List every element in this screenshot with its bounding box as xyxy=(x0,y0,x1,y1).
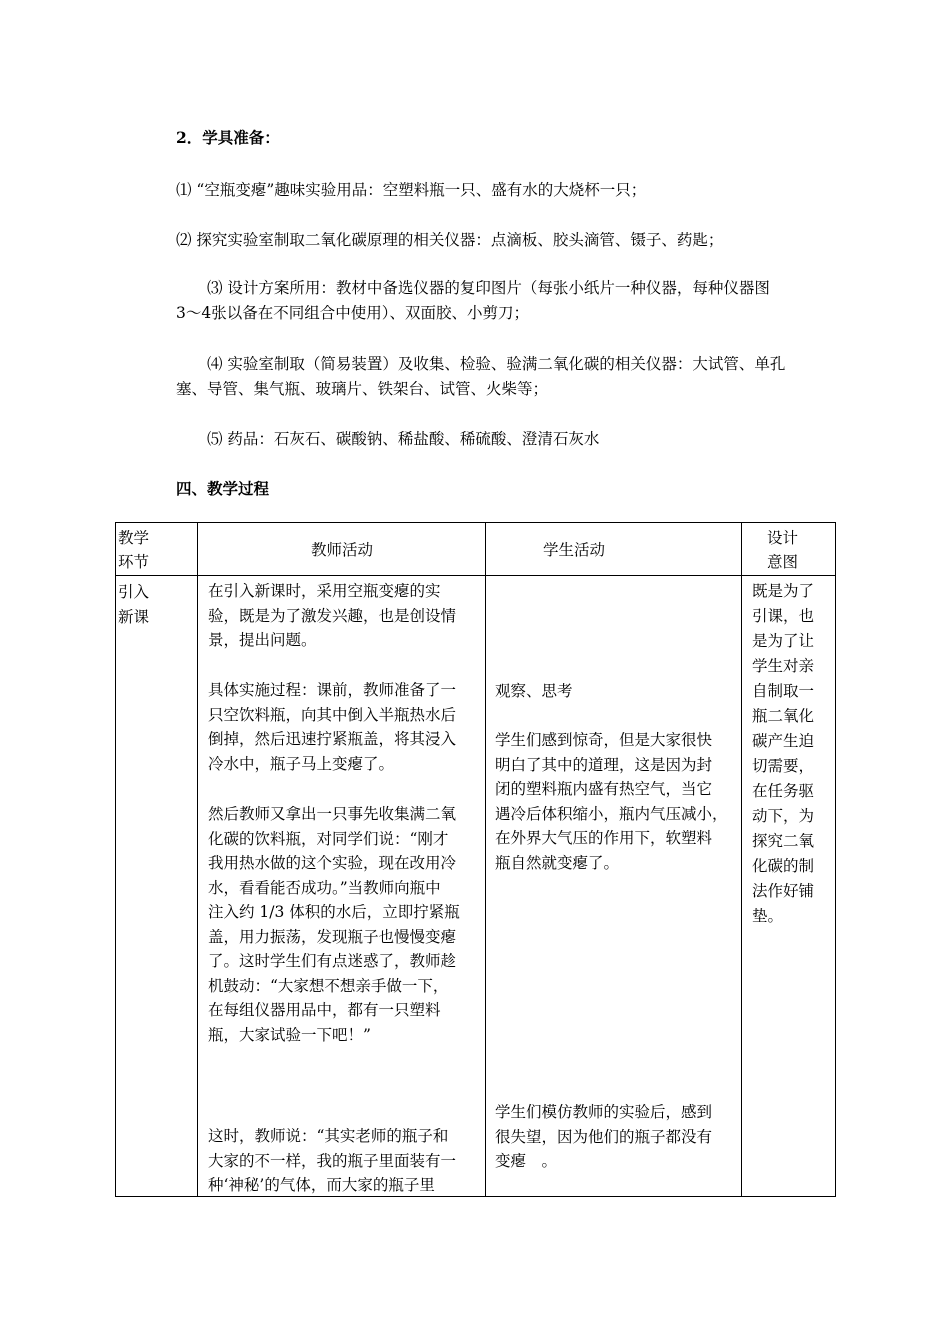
supply-item-4-line2: 塞、导管、集气瓶、玻璃片、铁架台、试管、火柴等； xyxy=(176,380,549,398)
student-activity-cell xyxy=(486,576,742,1197)
text-line: 瓶，大家试验一下吧！” xyxy=(208,1025,371,1044)
table-header-row xyxy=(116,523,836,576)
text-line: 化碳的制 xyxy=(752,857,815,875)
supply-item-3-line1: ⑶ 设计方案所用：教材中备选仪器的复印图片（每张小纸片一种仪器，每种仪器图 xyxy=(207,279,770,297)
header-intent xyxy=(742,523,836,576)
text-line: 了。这时学生们有点迷惑了，教师趁 xyxy=(208,952,457,970)
text-line: 是为了让 xyxy=(752,632,815,650)
text-line: 景，提出问题。 xyxy=(208,631,317,649)
section-heading-process: 四、教学过程 xyxy=(176,479,270,498)
header-intent-line1: 设计 xyxy=(767,529,799,547)
header-intent-line2: 意图 xyxy=(767,553,799,571)
text-line: 只空饮料瓶，向其中倒入半瓶热水后 xyxy=(208,705,457,724)
student-paragraph-1 xyxy=(495,679,573,704)
text-line: 既是为了 xyxy=(752,582,815,600)
text-line: 化碳的饮料瓶，对同学们说：“刚才 xyxy=(208,829,449,848)
text-line: 在每组仪器用品中，都有一只塑料 xyxy=(208,1001,441,1019)
text-line: 这时，教师说：“其实老师的瓶子和 xyxy=(208,1127,449,1145)
text-line: 自制取一 xyxy=(752,682,815,700)
text-line: 遇冷后体积缩小，瓶内气压减小， xyxy=(495,804,728,823)
text-line: 验，既是为了激发兴趣，也是创设情 xyxy=(208,606,457,625)
design-intent-text xyxy=(752,579,814,929)
text-line: 切需要， xyxy=(752,757,815,775)
supply-item-4-line1: ⑷ 实验室制取（简易装置）及收集、检验、验满二氧化碳的相关仪器：大试管、单孔 xyxy=(207,355,786,373)
student-paragraph-3 xyxy=(495,1100,712,1174)
text-line: 学生对亲 xyxy=(752,657,815,675)
text-line: 瓶二氧化 xyxy=(752,707,815,725)
header-teacher xyxy=(198,523,486,576)
text-line: 在外界大气压的作用下，软塑料 xyxy=(495,829,713,847)
text-line: 种‘神秘’的气体，而大家的瓶子里 xyxy=(208,1176,435,1194)
text-line: 学生们模仿教师的实验后，感到 xyxy=(495,1103,713,1121)
supply-item-2: ⑵ 探究实验室制取二氧化碳原理的相关仪器：点滴板、胶头滴管、镊子、药匙； xyxy=(176,231,724,249)
supply-item-1: ⑴ “空瓶变瘪”趣味实验用品：空塑料瓶一只、盛有水的大烧杯一只； xyxy=(176,181,647,199)
text-line: 倒掉，然后迅速拧紧瓶盖，将其浸入 xyxy=(208,730,457,748)
stage-cell xyxy=(116,576,198,1197)
text-line: 注入约 1/3 体积的水后，立即拧紧瓶 xyxy=(208,903,460,921)
text-line: 水，看看能否成功。”当教师向瓶中 xyxy=(208,878,441,897)
text-line: 机鼓动：“大家想不想亲手做一下， xyxy=(208,976,449,995)
text-line: 变瘪 。 xyxy=(495,1152,558,1170)
text-line: 盖，用力振荡，发现瓶子也慢慢变瘪 xyxy=(208,927,457,946)
header-student xyxy=(486,523,742,576)
teacher-activity-cell xyxy=(198,576,486,1197)
text-line: 闭的塑料瓶内盛有热空气，当它 xyxy=(495,780,713,798)
header-stage-line1: 教学 xyxy=(118,529,150,547)
section-heading-supplies: 2．学具准备： xyxy=(176,128,280,147)
text-line: 碳产生迫 xyxy=(752,732,815,750)
stage-line1: 引入 xyxy=(118,583,150,601)
text-line: 动下，为 xyxy=(752,807,815,825)
supply-item-5: ⑸ 药品：石灰石、碳酸钠、稀盐酸、稀硫酸、澄清石灰水 xyxy=(207,430,600,448)
header-teacher-label: 教师活动 xyxy=(311,541,374,559)
text-line: 观察、思考 xyxy=(495,682,573,700)
text-line: 大家的不一样，我的瓶子里面装有一 xyxy=(208,1151,457,1170)
header-student-label: 学生活动 xyxy=(543,541,606,559)
stage-line2: 新课 xyxy=(118,608,150,626)
teacher-paragraph-3 xyxy=(208,802,460,1047)
header-stage xyxy=(116,523,198,576)
header-stage-line2: 环节 xyxy=(118,553,150,571)
teacher-paragraph-4 xyxy=(208,1124,456,1198)
text-line: 在任务驱 xyxy=(752,782,815,800)
teacher-paragraph-2 xyxy=(208,678,456,776)
text-line: 在引入新课时，采用空瓶变瘪的实 xyxy=(208,582,441,600)
text-line: 然后教师又拿出一只事先收集满二氧 xyxy=(208,805,457,823)
text-line: 学生们感到惊奇，但是大家很快 xyxy=(495,731,713,749)
text-line: 具体实施过程：课前，教师准备了一 xyxy=(208,681,457,699)
text-line: 冷水中，瓶子马上变瘪了。 xyxy=(208,754,395,773)
text-line: 法作好铺 xyxy=(752,882,815,900)
text-line: 瓶自然就变瘪了。 xyxy=(495,853,620,872)
text-line: 我用热水做的这个实验，现在改用冷 xyxy=(208,854,457,872)
teaching-process-table xyxy=(115,522,836,1197)
teacher-paragraph-1 xyxy=(208,579,456,653)
table-row xyxy=(116,576,836,1197)
text-line: 探究二氧 xyxy=(752,832,815,850)
supply-item-3-line2: 3～4张以备在不同组合中使用）、双面胶、小剪刀； xyxy=(176,304,529,322)
text-line: 引课，也 xyxy=(752,607,815,625)
text-line: 很失望，因为他们的瓶子都没有 xyxy=(495,1127,713,1146)
design-intent-cell xyxy=(742,576,836,1197)
text-line: 明白了其中的道理，这是因为封 xyxy=(495,755,713,774)
student-paragraph-2 xyxy=(495,728,728,875)
text-line: 垫。 xyxy=(752,907,784,925)
